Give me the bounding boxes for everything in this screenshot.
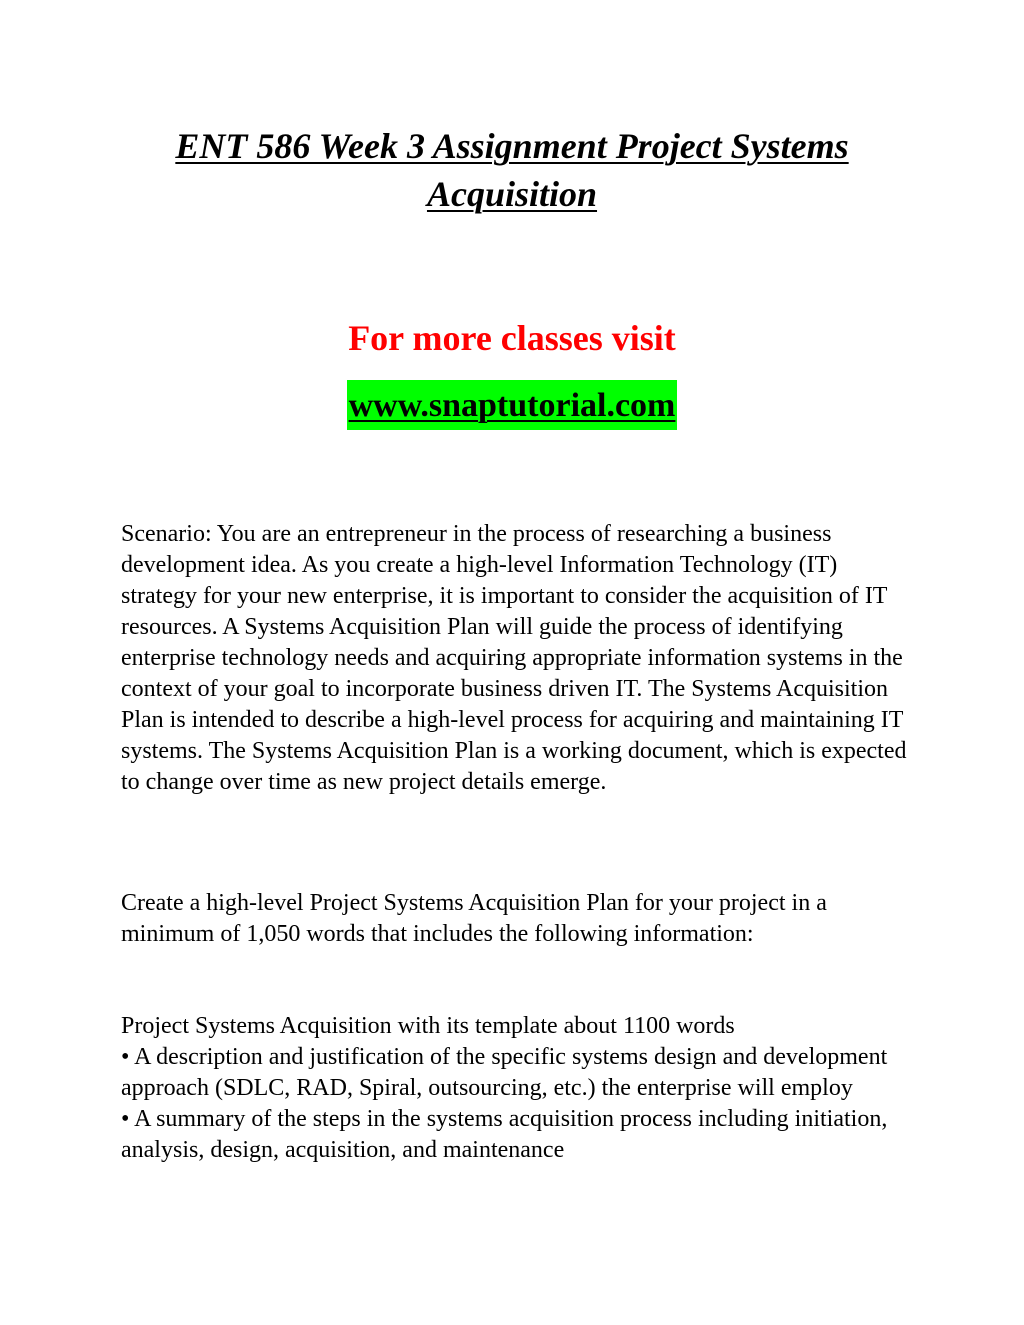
promo-url-container (100, 380, 924, 430)
document-title (100, 122, 924, 218)
promo-text: For more classes visit (348, 318, 676, 358)
title-line-1: ENT 586 Week 3 Assignment Project Systems (175, 126, 849, 166)
list-item: • A summary of the steps in the systems acquisition process including initiation, analysis, design, acquisition, and maintenance (121, 1106, 888, 1163)
promo-url-link[interactable]: www.snaptutorial.com (347, 380, 678, 430)
scenario-paragraph: Scenario: You are an entrepreneur in the process of researching a business development idea. As you create a high-level Information Technology (IT) strategy for your new enterprise, it is important to consider the acquisition of IT resources. A Systems Acquisition Plan will guide the process of identifying enterprise technology needs and acquiring appropriate information systems in the context of your goal to incorporate business driven IT. The Systems Acquisition Plan is intended to describe a high-level process for acquiring and maintaining IT systems. The Systems Acquisition Plan is a working document, which is expected to change over time as new project details emerge. (121, 521, 907, 795)
list-heading: Project Systems Acquisition with its template about 1100 words (121, 1013, 735, 1039)
instructions-paragraph: Create a high-level Project Systems Acquisition Plan for your project in a minimum of 1,050 words that includes the following information: (121, 890, 827, 947)
list-item: • A description and justification of the specific systems design and development approach (SDLC, RAD, Spiral, outsourcing, etc.) the enterprise will employ (121, 1044, 888, 1101)
title-line-2: Acquisition (426, 174, 598, 214)
requirements-list (121, 1011, 911, 1166)
